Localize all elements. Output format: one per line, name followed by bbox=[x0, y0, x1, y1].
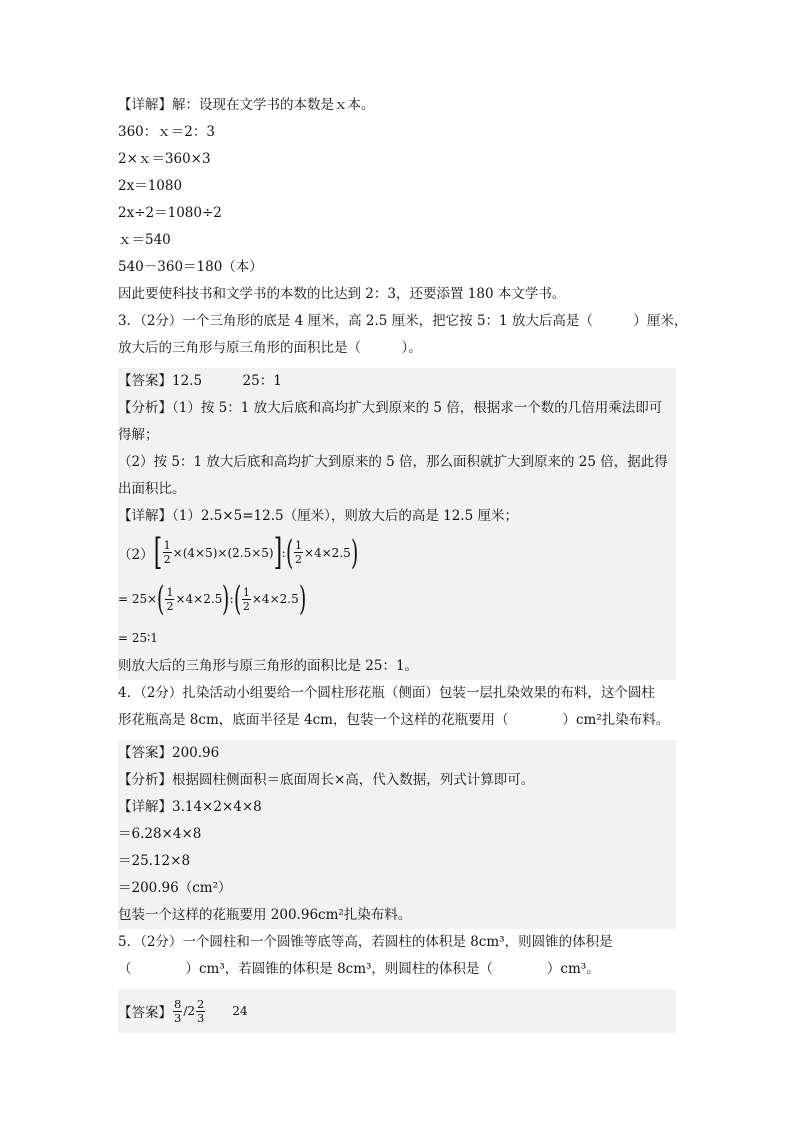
analysis-line: （2）按 5：1 放大后底和高均扩大到原来的 5 倍，那么面积就扩大到原来的 25 倍，据此得 bbox=[118, 454, 668, 470]
text-line: 【详解】解：设现在文学书的本数是ｘ本。 bbox=[118, 97, 375, 113]
math-label: （2） bbox=[118, 546, 154, 563]
detail-line: ＝25.12×8 bbox=[118, 853, 191, 869]
answer-separator: /2 bbox=[183, 1004, 196, 1018]
question-text: 5．（2分）一个圆柱和一个圆锥等底等高，若圆柱的体积是 8cm³，则圆锥的体积是 bbox=[118, 934, 613, 950]
open-paren: ( bbox=[285, 532, 293, 573]
question-text: 3．（2分）一个三角形的底是 4 厘米，高 2.5 厘米，把它按 5：1 放大后高是（ ）厘米， bbox=[118, 313, 688, 329]
answer-block-5 bbox=[118, 989, 676, 1033]
open-bracket: [ bbox=[153, 531, 162, 573]
detail-line: 【详解】3.14×2×4×8 bbox=[118, 799, 262, 815]
close-bracket: ] bbox=[273, 531, 282, 573]
detail-line: ＝200.96（cm²） bbox=[118, 880, 232, 896]
math-expression: ×4×2.5 bbox=[303, 545, 351, 560]
equation-line: 360：ｘ＝2：3 bbox=[118, 124, 215, 140]
question-text: （ ）cm³，若圆锥的体积是 8cm³，则圆柱的体积是（ ）cm³。 bbox=[118, 961, 600, 977]
equation-line: 540－360＝180（本） bbox=[118, 259, 263, 275]
open-paren: ( bbox=[157, 579, 165, 619]
fraction-half: $\frac{1}{2}$ bbox=[294, 539, 302, 566]
fraction-answer: $\frac{8}{3}$ bbox=[174, 996, 182, 1025]
detail-line: 【详解】（1）2.5×5=12.5（厘米），则放大后的高是 12.5 厘米； bbox=[118, 508, 518, 524]
document-content bbox=[118, 92, 688, 1033]
fraction-half: $\frac{1}{2}$ bbox=[163, 539, 171, 566]
conclusion-line: 则放大后的三角形与原三角形的面积比是 25：1。 bbox=[118, 658, 419, 674]
ratio-colon: : bbox=[229, 592, 234, 606]
answer-block-4 bbox=[118, 740, 676, 929]
ratio-colon: : bbox=[281, 545, 286, 560]
equation-line: 2×ｘ＝360×3 bbox=[118, 151, 211, 167]
question-text: 形花瓶高是 8cm，底面半径是 4cm，包装一个这样的花瓶要用（ ）cm²扎染布料。 bbox=[118, 712, 670, 728]
detail-line: ＝6.28×4×8 bbox=[118, 826, 202, 842]
close-paren: ) bbox=[222, 579, 230, 619]
math-result: = 25∶1 bbox=[118, 631, 158, 645]
answer-line: 【答案】200.96 bbox=[118, 745, 220, 761]
fraction-half: $\frac{1}{2}$ bbox=[166, 585, 174, 613]
answer-second: 24 bbox=[232, 1004, 248, 1018]
answer-label: 【答案】 bbox=[118, 1005, 172, 1021]
math-formula-2 bbox=[118, 575, 676, 623]
math-formula-1 bbox=[118, 530, 676, 575]
math-expression: ×(4×5)×(2.5×5) bbox=[172, 545, 274, 560]
conclusion-line: 包装一个这样的花瓶要用 200.96cm²扎染布料。 bbox=[118, 907, 412, 923]
solution-block-1 bbox=[118, 92, 676, 308]
close-paren: ) bbox=[298, 579, 306, 619]
math-expression: ×4×2.5 bbox=[175, 592, 223, 606]
analysis-line: 出面积比。 bbox=[118, 481, 186, 497]
equation-line: ｘ＝540 bbox=[118, 232, 171, 248]
question-4 bbox=[118, 680, 676, 929]
answer-line bbox=[118, 989, 676, 1033]
question-text: 放大后的三角形与原三角形的面积比是（ ）。 bbox=[118, 340, 422, 356]
equation-line: 2x÷2＝1080÷2 bbox=[118, 205, 222, 221]
question-3 bbox=[118, 308, 688, 680]
fraction-mixed: $\frac{2}{3}$ bbox=[197, 996, 205, 1025]
close-paren: ) bbox=[350, 532, 359, 573]
open-paren: ( bbox=[233, 579, 241, 619]
question-5 bbox=[118, 929, 676, 1033]
answer-block-3 bbox=[118, 368, 676, 680]
conclusion-line: 因此要使科技书和文学书的本数的比达到 2：3，还要添置 180 本文学书。 bbox=[118, 286, 566, 302]
analysis-line: 【分析】根据圆柱侧面积＝底面周长×高，代入数据，列式计算即可。 bbox=[118, 772, 535, 788]
math-expression: = 25× bbox=[118, 592, 158, 606]
analysis-line: 得解； bbox=[118, 427, 159, 443]
fraction-half: $\frac{1}{2}$ bbox=[242, 585, 250, 613]
question-text: 4．（2分）扎染活动小组要给一个圆柱形花瓶（侧面）包装一层扎染效果的布料，这个圆柱 bbox=[118, 685, 655, 701]
equation-line: 2x＝1080 bbox=[118, 178, 183, 194]
analysis-line: 【分析】（1）按 5：1 放大后底和高均扩大到原来的 5 倍，根据求一个数的几倍用乘法即可 bbox=[118, 400, 663, 416]
answer-line: 【答案】12.5 25：1 bbox=[118, 373, 282, 389]
math-expression: ×4×2.5 bbox=[251, 592, 299, 606]
